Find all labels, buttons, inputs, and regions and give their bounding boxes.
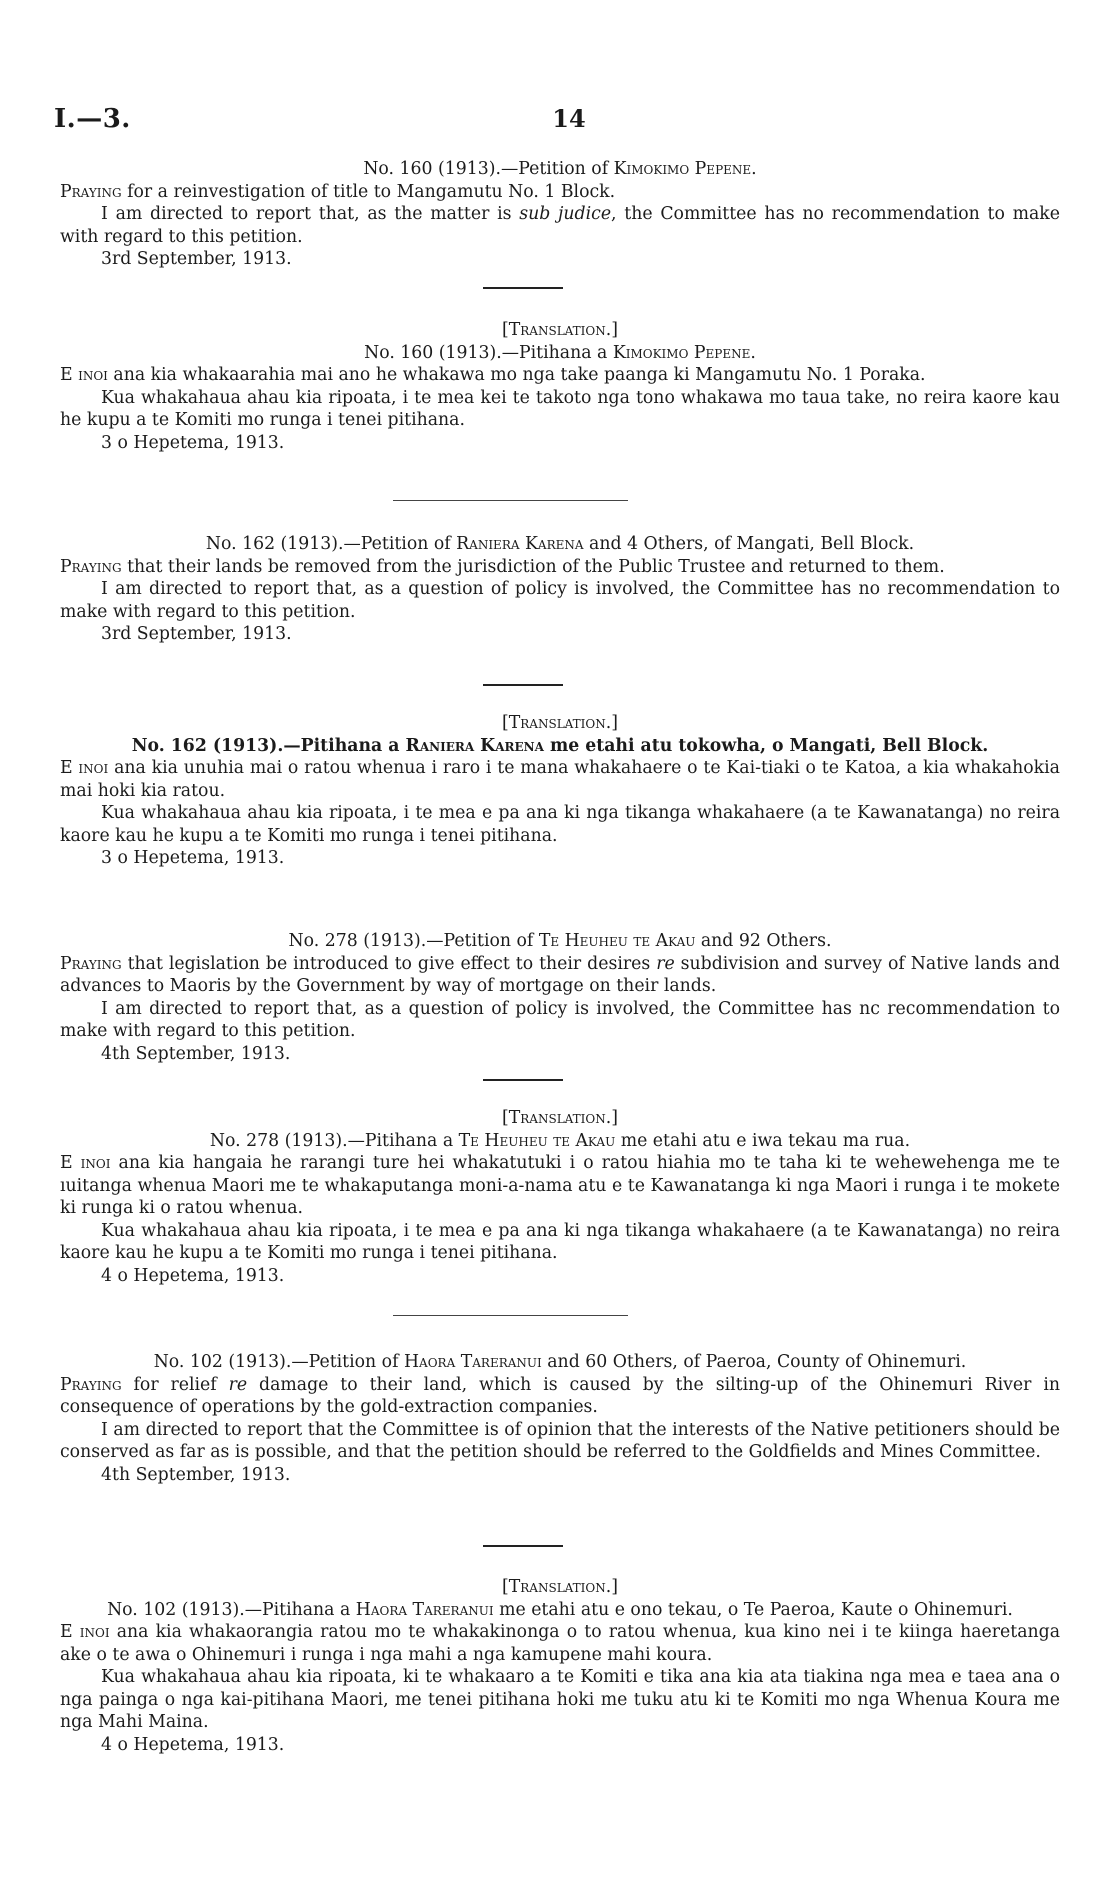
- petition-prayer: E inoi ana kia unuhia mai o ratou whenua i raro i te mana whakahaere o te Kai-tiaki o te Katoa, a kia whakahokia mai hoki kia ratou.: [60, 758, 1060, 801]
- petitioner-name: Kimokimo Pepene: [613, 159, 752, 179]
- report-date: 4 o Hepetema, 1913.: [101, 1734, 285, 1755]
- petition-title: No. 160 (1913).—Petition of Kimokimo Pepene.: [363, 159, 757, 179]
- petition-title: No. 278 (1913).—Petition of Te Heuheu te Akau and 92 Others.: [288, 931, 832, 951]
- petition-prayer: Praying that legislation be introduced to give effect to their desires re subdivision and survey of Native lands and advances to Maoris by the Government by way of mortgage on their lands.: [60, 953, 1060, 996]
- section-divider: [483, 1545, 563, 1547]
- petition-160-english: [60, 158, 1060, 271]
- petition-title: No. 160 (1913).—Pitihana a Kimokimo Pepene.: [364, 342, 756, 363]
- translation-heading: [Translation.]: [502, 1108, 618, 1128]
- petitioner-name: Raniera Karena: [405, 735, 544, 756]
- petitioner-name: Raniera Karena: [456, 534, 584, 554]
- petition-278-english: [60, 930, 1060, 1065]
- petition-prayer: E inoi ana kia whakaorangia ratou mo te whakakinonga o to ratou whenua, kua kino nei i te kiinga haeretanga ake o te awa o Ohinemuri i runga i nga mahi a nga kamupene mahi koura.: [60, 1622, 1060, 1665]
- petitioner-name: Haora Tareranui: [355, 1599, 494, 1620]
- petitioner-name: Te Heuheu te Akau: [538, 931, 696, 951]
- translation-heading: [Translation.]: [502, 713, 618, 733]
- report-date: 3rd September, 1913.: [101, 249, 292, 269]
- section-divider: [483, 684, 563, 686]
- petition-162-english: [60, 533, 1060, 646]
- petition-162-translation: [60, 712, 1060, 870]
- committee-report: Kua whakahaua ahau kia ripoata, i te mea kei te takoto nga tono whakawa mo taua take, no reira kaore kau he kupu a te Komiti mo runga i tenei pitihana.: [60, 387, 1060, 430]
- committee-report: I am directed to report that the Committee is of opinion that the interests of the Native petitioners should be conserved as far as is possible, and that the petition should be referred to the Goldfields and Mines Committee.: [60, 1419, 1060, 1462]
- petition-title: No. 162 (1913).—Pitihana a Raniera Karena me etahi atu tokowha, o Mangati, Bell Block.: [131, 735, 989, 756]
- petition-102-english: [60, 1351, 1060, 1486]
- section-divider: [393, 500, 628, 501]
- translation-heading: [Translation.]: [502, 320, 618, 340]
- report-date: 4th September, 1913.: [101, 1464, 291, 1485]
- petition-prayer: E inoi ana kia hangaia he rarangi ture hei whakatutuki i o ratou hiahia mo te taha ki te wehewehenga me te ıuitanga whenua Maori me te whakaputanga moni-a-nama atu e te Kawanatanga ki nga Maori i runga i te mokete ki runga ki o ratou whenua.: [60, 1153, 1060, 1218]
- committee-report: Kua whakahaua ahau kia ripoata, i te mea e pa ana ki nga tikanga whakahaere (a te Kawanatanga) no reira kaore kau he kupu a te Komiti mo runga i tenei pitihana.: [60, 803, 1060, 846]
- petitioner-name: Kimokimo Pepene: [612, 342, 751, 363]
- section-divider: [483, 1079, 563, 1081]
- section-divider: [483, 287, 563, 289]
- petition-prayer: E inoi ana kia whakaarahia mai ano he whakawa mo nga take paanga ki Mangamutu No. 1 Poraka.: [60, 365, 926, 385]
- section-divider: [393, 1315, 628, 1316]
- committee-report: I am directed to report that, as a question of policy is involved, the Committee has no recommendation to make with regard to this petition.: [60, 579, 1060, 622]
- page-number: 14: [552, 104, 586, 133]
- petition-title: No. 102 (1913).—Pitihana a Haora Tareranui me etahi atu e ono tekau, o Te Paeroa, Kaute o Ohinemuri.: [107, 1599, 1013, 1620]
- report-date: 3 o Hepetema, 1913.: [101, 848, 285, 868]
- committee-report: Kua whakahaua ahau kia ripoata, ki te whakaaro a te Komiti e tika ana kia ata tiakina nga mea e taea ana o nga painga o nga kai-pitihana Maori, me tenei pitihana hoki me tuku atu ki te Komiti mo nga Whenua Koura me nga Mahi Maina.: [60, 1667, 1060, 1732]
- petition-prayer: Praying that their lands be removed from the jurisdiction of the Public Trustee and returned to them.: [60, 556, 945, 577]
- committee-report: I am directed to report that, as the matter is sub judice, the Committee has no recommendation to make with regard to this petition.: [60, 204, 1060, 247]
- committee-report: Kua whakahaua ahau kia ripoata, i te mea e pa ana ki nga tikanga whakahaere (a te Kawanatanga) no reira kaore kau he kupu a te Komiti mo runga i tenei pitihana.: [60, 1220, 1060, 1263]
- petition-title: No. 102 (1913).—Petition of Haora Tareranui and 60 Others, of Paeroa, County of Ohinemuri.: [153, 1352, 967, 1372]
- petition-278-translation: [60, 1107, 1060, 1287]
- petition-prayer: Praying for a reinvestigation of title to Mangamutu No. 1 Block.: [60, 181, 616, 202]
- petition-102-translation: [60, 1576, 1060, 1756]
- report-date: 3rd September, 1913.: [101, 624, 292, 644]
- petition-title: No. 162 (1913).—Petition of Raniera Karena and 4 Others, of Mangati, Bell Block.: [205, 534, 915, 554]
- petition-160-translation: [60, 319, 1060, 454]
- report-date: 4th September, 1913.: [101, 1043, 291, 1064]
- petitioner-name: Te Heuheu te Akau: [458, 1130, 616, 1151]
- translation-heading: [Translation.]: [502, 1577, 618, 1597]
- petition-prayer: Praying for relief re damage to their land, which is caused by the silting-up of the Ohinemuri River in consequence of operations by the gold-extraction companies.: [60, 1374, 1060, 1417]
- petition-title: No. 278 (1913).—Pitihana a Te Heuheu te Akau me etahi atu e iwa tekau ma rua.: [209, 1130, 911, 1151]
- report-date: 3 o Hepetema, 1913.: [101, 432, 285, 453]
- committee-report: I am directed to report that, as a question of policy is involved, the Committee has nc recommendation to make with regard to this petition.: [60, 998, 1060, 1041]
- report-date: 4 o Hepetema, 1913.: [101, 1265, 285, 1286]
- petitioner-name: Haora Tareranui: [403, 1352, 542, 1372]
- paper-code: I.—3.: [54, 104, 131, 134]
